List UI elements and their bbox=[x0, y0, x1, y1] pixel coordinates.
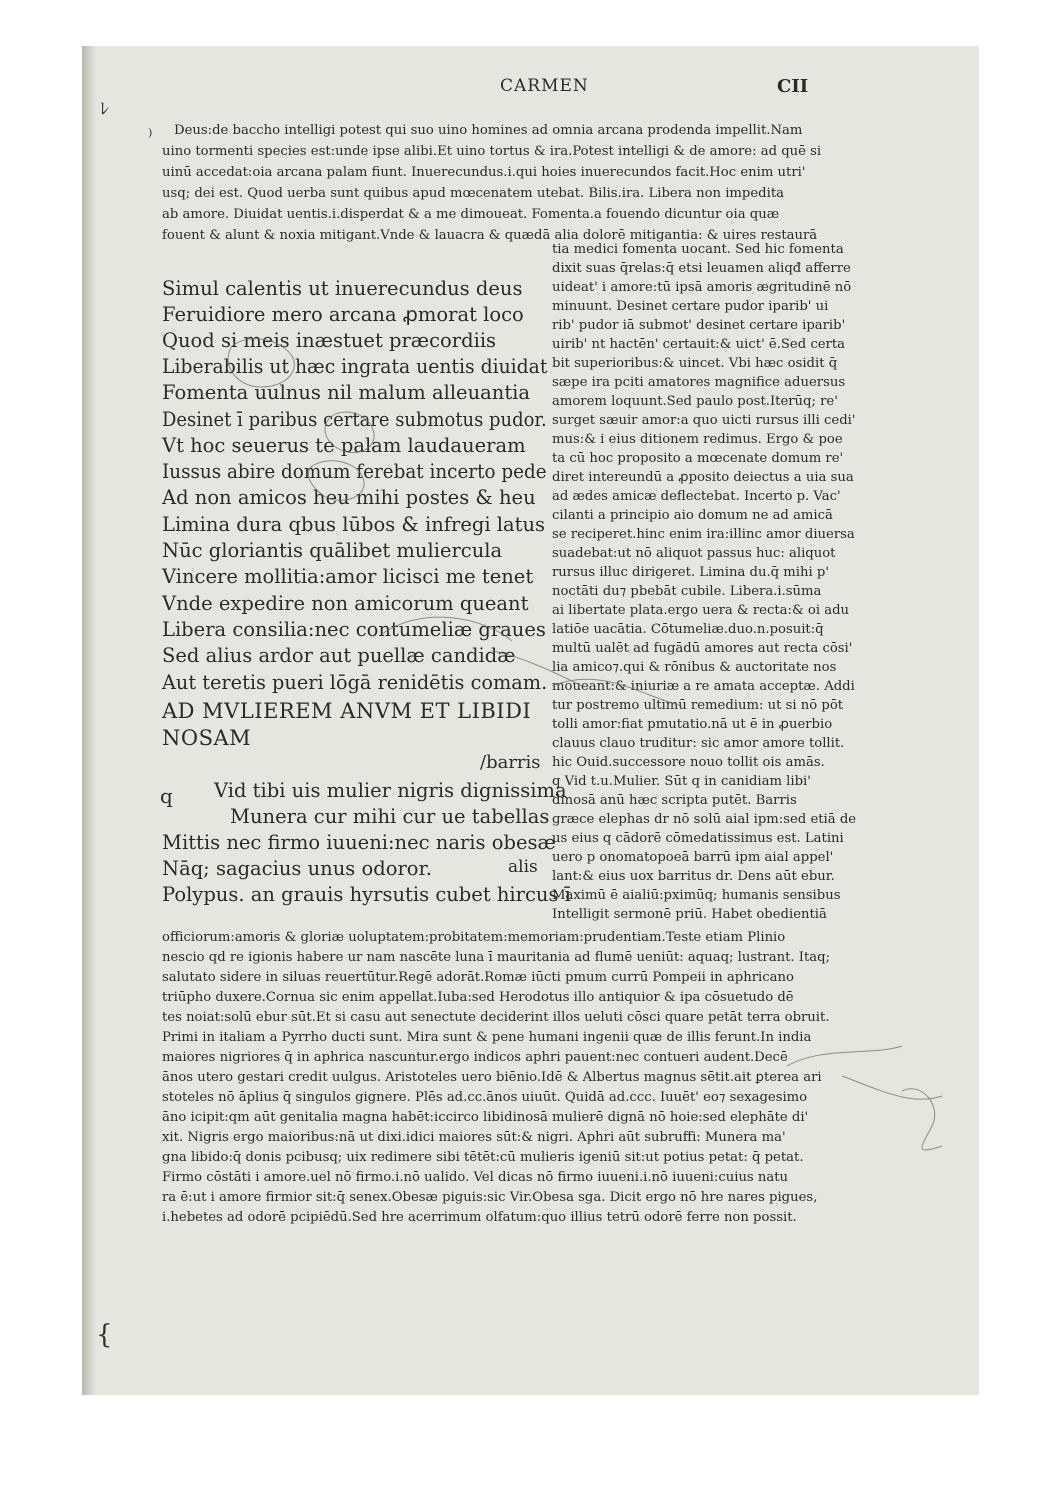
commentary-line: us eius q cādorē cōmedatissimus est. Latini bbox=[552, 831, 844, 846]
commentary-line: se reciperet.hinc enim ira:illinc amor diuersa bbox=[552, 527, 855, 542]
commentary-line: salutato sidere in siluas reuertūtur.Regē adorāt.Romæ iūcti pmum currū Pompeii in aphricano bbox=[162, 970, 794, 985]
poem-line: Vt hoc seuerus te palam laudaueram bbox=[162, 434, 526, 457]
poem-line: Feruidiore mero arcana ꝓmorat loco bbox=[162, 303, 524, 326]
commentary-line: tolli amor:fiat pmutatio.nā ut ē in ꝓuerbio bbox=[552, 717, 833, 732]
poem-line: Aut teretis pueri lōgā renidētis comam. bbox=[162, 671, 548, 694]
commentary-line: ad ædes amicæ deflectebat. Incerto p. Vac' bbox=[552, 489, 841, 504]
commentary-line: amorem loquunt.Sed paulo post.Iterūq; re' bbox=[552, 394, 838, 409]
poem-line: Ad non amicos heu mihi postes & heu bbox=[162, 486, 536, 509]
commentary-line: q Vid t.u.Mulier. Sūt q in canidiam libi' bbox=[552, 774, 811, 789]
commentary-line: uino tormenti species est:unde ipse alibi.Et uino tortus & ira.Potest intelligi & de amore: ad quē si bbox=[162, 144, 822, 159]
commentary-line: lia amico⁊.qui & rōnibus & auctoritate nos bbox=[552, 660, 837, 675]
commentary-line: ab amore. Diuidat uentis.i.disperdat & a me dimoueat. Fomenta.a fouendo dicuntur oia quæ bbox=[162, 207, 780, 222]
running-head: CARMEN bbox=[500, 76, 589, 96]
poem-line: Vid tibi uis mulier nigris dignissima bbox=[214, 779, 567, 802]
commentary-line: latiōe uacātia. Cōtumeliæ.duo.n.posuit:q̄ bbox=[552, 622, 824, 637]
margin-bracket-icon: { bbox=[96, 1320, 113, 1350]
commentary-line: tes noiat:solū ebur sūt.Et si casu aut senectute deciderint illos ueluti cōsci quare petāt terra obruit. bbox=[162, 1010, 830, 1025]
commentary-line: maiores nigriores q̄ in aphrica nascuntur.ergo indicos aphri pauent:nec contueri audent.Decē bbox=[162, 1050, 788, 1065]
commentary-line: græce elephas dr nō solū aial ipm:sed etiā de bbox=[552, 812, 857, 827]
commentary-line: rursus illuc dirigeret. Limina du.q̄ mihi p' bbox=[552, 565, 829, 580]
commentary-line: nescio qd re igionis habere ur nam nascēte luna ī mauritania ad flumē ueniūt: aquaq; lustrant. Itaq; bbox=[162, 950, 831, 965]
commentary-line: rib' pudor iā submot' desinet certare iparib' bbox=[552, 318, 846, 333]
commentary-line: clauus clauo truditur: sic amor amore tollit. bbox=[552, 736, 845, 751]
commentary-line: ānos utero gestari credit uulgus. Aristoteles uero biēnio.Idē & Albertus magnus sētit.ait ꝑterea ari bbox=[162, 1070, 822, 1085]
poem-line: Limina dura qbus lūbos & infregi latus bbox=[162, 513, 546, 536]
commentary-line: lant:& eius uox barritus dr. Dens aūt ebur. bbox=[552, 869, 835, 884]
margin-bracket-icon: ⁾ bbox=[148, 126, 153, 147]
commentary-line: i.hebetes ad odorē pcipiēdū.Sed hre acerrimum olfatum:quo illius tetrū odorē ferre non possit. bbox=[162, 1210, 797, 1225]
commentary-line: bit superioribus:& uincet. Vbi hæc osidit q̄ bbox=[552, 356, 838, 371]
margin-scribble-icon: ﾚ bbox=[100, 99, 109, 120]
commentary-line: sæpe ira pciti amatores magnifice aduersus bbox=[552, 375, 846, 390]
commentary-line: moueant:& iniuriæ a re amata acceptæ. Addi bbox=[552, 679, 855, 694]
commentary-line: triūpho duxere.Cornua sic enim appellat.Iuba:sed Herodotus illo antiquior & ipa cōsuetudo dē bbox=[162, 990, 794, 1005]
poem-line: Munera cur mihi cur ue tabellas bbox=[230, 805, 550, 828]
poem-line: Iussus abire domum ferebat incerto pede bbox=[162, 460, 547, 483]
poem-line: Nāq; sagacius unus odoror. bbox=[162, 857, 432, 880]
commentary-line: stoteles nō āplius q̄ singulos gignere. Plēs ad.cc.ānos uiuūt. Quidā ad.ccc. Iuuēt' eo⁊ sexagesimo bbox=[162, 1090, 808, 1105]
poem-line: Desinet ī paribus certare submotus pudor. bbox=[162, 408, 547, 431]
poem-line: Nūc gloriantis quālibet muliercula bbox=[162, 539, 503, 562]
poem-line: Quod si meis inæstuet præcordiis bbox=[162, 329, 497, 352]
commentary-line: fouent & alunt & noxia mitigant.Vnde & lauacra & quædā alia dolorē mitigantia: & uires restaurā bbox=[162, 228, 818, 243]
commentary-line: dixit suas q̄relas:q̄ etsi leuamen aliqđ afferre bbox=[552, 261, 851, 276]
commentary-line: ta cū hoc proposito a mœcenate domum re' bbox=[552, 451, 844, 466]
poem-line: Liberabilis ut hæc ingrata uentis diuidat bbox=[162, 355, 548, 378]
commentary-line: usq; dei est. Quod uerba sunt quibus apud mœcenatem utebat. Bilis.ira. Libera non impedita bbox=[162, 186, 784, 201]
poem-title-line: AD MVLIEREM ANVM ET LIBIDI bbox=[162, 699, 532, 723]
commentary-line: suadebat:ut nō aliquot passus huc: aliquot bbox=[552, 546, 836, 561]
commentary-line: āno icipit:qm aūt genitalia magna habēt:iccirco libidinosā mulierē dignā nō hoie:sed elephāte di' bbox=[162, 1110, 809, 1125]
commentary-line: surget sæuir amor:a quo uicti rursus illi cedi' bbox=[552, 413, 856, 428]
commentary-line: Deus:de baccho intelligi potest qui suo uino homines ad omnia arcana prodenda impellit.Nam bbox=[174, 123, 803, 138]
commentary-line: Intelligit sermonē priū. Habet obedientiā bbox=[552, 907, 827, 922]
commentary-line: Primi in italiam a Pyrrho ducti sunt. Mira sunt & pene humani ingenii quæ de illis ferunt.In india bbox=[162, 1030, 812, 1045]
commentary-line: gna libido:q̄ donis pcibusq; uix redimere sibi tētēt:cū mulieris igeniū sit:ut potius petat: q̄ petat. bbox=[162, 1150, 804, 1165]
commentary-line: xit. Nigris ergo maioribus:nā ut dixi.idici maiores sūt:& nigri. Aphri aūt subruffi: Munera ma' bbox=[162, 1130, 786, 1145]
commentary-line: dinosā anū hæc scripta putēt. Barris bbox=[552, 793, 797, 808]
commentary-line: uinū accedat:oia arcana palam fiunt. Inuerecundus.i.qui hoies inuerecundos facit.Hoc enim utri' bbox=[162, 165, 806, 180]
poem-line: Vnde expedire non amicorum queant bbox=[162, 592, 529, 615]
commentary-line: officiorum:amoris & gloriæ uoluptatem:probitatem:memoriam:prudentiam.Teste etiam Plinio bbox=[162, 930, 786, 945]
commentary-line: uero p onomatopoeā barrū ipm aial appel' bbox=[552, 850, 834, 865]
commentary-line: cilanti a principio aio domum ne ad amicā bbox=[552, 508, 833, 523]
commentary-line: multū ualēt ad fugādū amores aut recta cōsi' bbox=[552, 641, 853, 656]
initial-letter: q bbox=[160, 784, 173, 808]
poem-title-line: NOSAM bbox=[162, 726, 252, 750]
poem-line: Fomenta uulnus nil malum alleuantia bbox=[162, 381, 531, 404]
poem-line: Mittis nec firmo iuueni:nec naris obesæ bbox=[162, 831, 556, 854]
poem-line: Simul calentis ut inuerecundus deus bbox=[162, 277, 523, 300]
folio-number: CII bbox=[777, 76, 809, 97]
commentary-line: tia medici fomenta uocant. Sed hic fomenta bbox=[552, 242, 844, 257]
poem-line: Vincere mollitia:amor licisci me tenet bbox=[162, 565, 534, 588]
commentary-line: diret intereundū a ꝓposito deiectus a uia sua bbox=[552, 470, 854, 485]
commentary-line: noctāti du⁊ pbebāt cubile. Libera.i.sūma bbox=[552, 584, 822, 599]
commentary-line: ai libertate plata.ergo uera & recta:& oi adu bbox=[552, 603, 850, 618]
commentary-line: Maximū ē aialiū:pximūq; humanis sensibus bbox=[552, 888, 841, 903]
commentary-line: uirib' nt hactēn' certauit:& uict' ē.Sed certa bbox=[552, 337, 846, 352]
commentary-line: minuunt. Desinet certare pudor iparib' ui bbox=[552, 299, 829, 314]
poem-line: Libera consilia:nec contumeliæ graues bbox=[162, 618, 546, 641]
alis-note: alis bbox=[508, 857, 538, 877]
poem-line: Polypus. an grauis hyrsutis cubet hircus ī bbox=[162, 883, 571, 906]
barris-note: /barris bbox=[480, 752, 541, 773]
book-page bbox=[82, 46, 979, 1395]
commentary-line: hic Ouid.successore nouo tollit ois amās. bbox=[552, 755, 825, 770]
commentary-line: uideat' i amore:tū ipsā amoris ægritudinē nō bbox=[552, 280, 852, 295]
poem-line: Sed alius ardor aut puellæ candidæ bbox=[162, 644, 516, 667]
commentary-line: tur postremo ultimū remedium: ut si nō pōt bbox=[552, 698, 844, 713]
commentary-line: mus:& i eius ditionem redimus. Ergo & poe bbox=[552, 432, 843, 447]
handwritten-underlines bbox=[82, 46, 979, 1395]
commentary-line: Firmo cōstāti i amore.uel nō firmo.i.nō ualido. Vel dicas nō firmo iuueni.i.nō iuueni:cuius natu bbox=[162, 1170, 789, 1185]
commentary-line: ra ē:ut i amore firmior sit:q̄ senex.Obesæ piguis:sic Vir.Obesa sga. Dicit ergo nō hre nares pigues, bbox=[162, 1190, 818, 1205]
